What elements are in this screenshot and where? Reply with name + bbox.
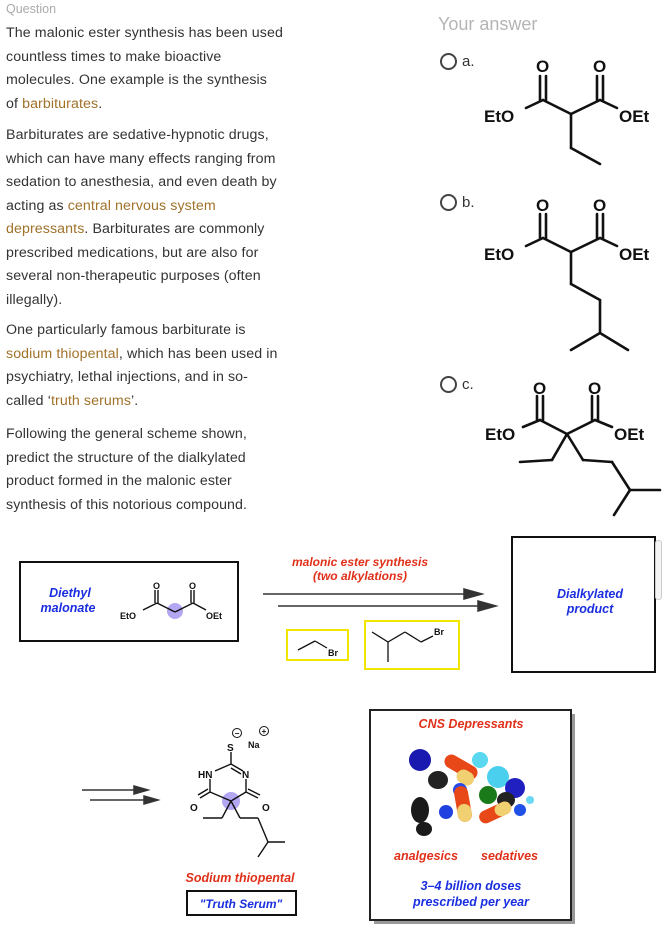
option-label: a. — [462, 53, 475, 70]
text-segment: sedation to anesthesia, and even death by — [6, 174, 277, 190]
text-segment: Barbiturates are sedative-hypnotic drugs, — [6, 127, 269, 143]
text-segment: One particularly famous barbiturate is — [6, 322, 246, 338]
thiopental-label: Sodium thiopental — [185, 871, 295, 885]
text-segment: ’. — [131, 392, 139, 409]
text-segment: product formed in the malonic ester — [6, 473, 232, 489]
cns-title: CNS Depressants — [418, 717, 524, 731]
atom-eto: EtO — [485, 425, 516, 444]
option-a-structure — [526, 76, 617, 164]
atom-o: O — [593, 57, 607, 76]
text-segment: countless times to make bioactive — [6, 48, 222, 65]
scrollbar[interactable] — [655, 540, 662, 600]
atom-o: O — [190, 803, 198, 814]
atom-hn: HN — [198, 770, 213, 781]
alpha-carbon-highlight — [167, 603, 183, 619]
text-segment: which can have many effects ranging from — [6, 150, 276, 167]
atom-eto: EtO — [484, 107, 515, 126]
atom-o: O — [588, 379, 602, 398]
product-label-1: Dialkylated — [556, 587, 624, 601]
text-segment: prescribed medications, but are also for — [6, 244, 259, 261]
double-reaction-arrow — [263, 589, 496, 611]
text-segment: illegally). — [6, 291, 63, 308]
start-label-1: Diethyl — [49, 586, 91, 600]
your-answer-heading: Your answer — [438, 14, 538, 34]
question-label: Question — [6, 2, 57, 16]
text-segment: synthesis of this notorious compound. — [6, 496, 248, 513]
atom-o: O — [189, 581, 197, 591]
doses-line-2: prescribed per year — [412, 895, 530, 909]
text-segment: . Barbiturates are commonly — [84, 221, 265, 237]
product-label-2: product — [566, 602, 614, 616]
truth-serum-label: "Truth Serum" — [199, 897, 283, 911]
option-label: c. — [462, 376, 474, 393]
atom-o: O — [593, 196, 607, 215]
atom-o: O — [536, 57, 550, 76]
atom-br: Br — [434, 627, 445, 637]
text-segment: molecules. One example is the synthesis — [6, 72, 267, 88]
charge-plus: + — [261, 727, 267, 736]
start-label-2: malonate — [40, 601, 96, 615]
isopentyl-bromide-box — [365, 621, 459, 669]
text-segment: called ‘ — [6, 392, 51, 409]
text-segment: . — [98, 95, 103, 112]
atom-n: N — [242, 770, 250, 781]
glossary-link[interactable]: central nervous system — [67, 197, 216, 214]
text-segment: , which has been used in — [118, 345, 278, 362]
double-arrow-to-thiopental — [82, 786, 158, 804]
text-segment: acting as — [6, 197, 68, 214]
atom-br: Br — [328, 648, 339, 658]
text-segment: predict the structure of the dialkylated — [6, 449, 246, 466]
sodium-thiopental-structure — [198, 752, 285, 857]
glossary-link[interactable]: barbiturates — [22, 95, 99, 112]
text-segment: of — [6, 95, 23, 112]
atom-o: O — [533, 379, 547, 398]
cns-sedatives: sedatives — [481, 849, 538, 863]
atom-s: S — [227, 743, 234, 754]
text-segment: Following the general scheme shown, — [6, 426, 247, 442]
option-c-structure — [520, 396, 660, 515]
atom-o: O — [153, 581, 161, 591]
glossary-link[interactable]: sodium thiopental — [6, 345, 119, 362]
atom-oet: OEt — [206, 611, 223, 621]
atom-na: Na — [248, 740, 260, 750]
arrow-label-2: (two alkylations) — [312, 569, 408, 583]
option-label: b. — [462, 194, 475, 211]
ethyl-bromide-box — [287, 630, 348, 660]
charge-minus: − — [234, 729, 240, 738]
atom-oet: OEt — [614, 425, 645, 444]
text-segment: The malonic ester synthesis has been used — [6, 25, 283, 41]
atom-o: O — [536, 196, 550, 215]
glossary-link[interactable]: depressants — [6, 221, 85, 237]
atom-eto: EtO — [484, 245, 515, 264]
text-segment: psychiatry, lethal injections, and in so- — [6, 369, 248, 385]
text-segment: several non-therapeutic purposes (often — [6, 268, 261, 284]
atom-eto: EtO — [120, 611, 137, 621]
atom-o: O — [262, 803, 270, 814]
glossary-link[interactable]: truth serums — [50, 392, 132, 409]
atom-oet: OEt — [619, 245, 650, 264]
atom-oet: OEt — [619, 107, 650, 126]
option-b-structure — [526, 214, 628, 350]
arrow-label-1: malonic ester synthesis — [291, 555, 429, 569]
cns-analgesics: analgesics — [394, 849, 458, 863]
doses-line-1: 3–4 billion doses — [420, 879, 522, 893]
